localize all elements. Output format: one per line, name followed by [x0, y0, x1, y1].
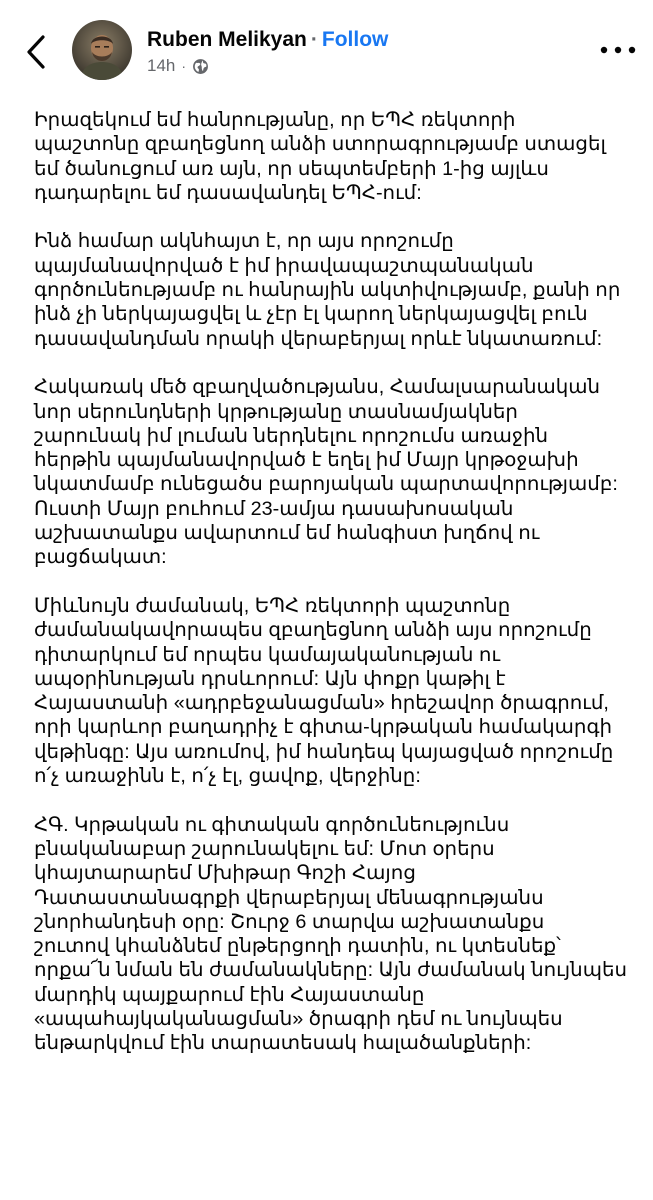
post-body [34, 108, 644, 1080]
post-text-line: «ապահայկականացման» ծրագրի դեմ ու նույնպես [34, 1007, 563, 1030]
post-text-line: Միևնույն ժամանակ, ԵՊՀ ռեկտորի պաշտոնը [34, 594, 511, 617]
chevron-left-icon [25, 34, 47, 70]
post-text-line: ապօրինության դրսևորում: Այն փոքր կաթիլ է [34, 667, 506, 690]
post-text-line: շարունակ իմ լուման ներդնելու որոշումս առաջին [34, 424, 549, 447]
post-text-line: վեթինգը: Այս առումով, իմ հանդեպ կայացված որոշումը [34, 740, 614, 763]
post-text-line: Հայաստանի «ադրբեջանացման» հրեշավոր ծրագրում, [34, 692, 609, 715]
post-text-line: աշխատանքս ավարտում եմ հանգիստ խղճով ու [34, 522, 540, 545]
post-text-line: գործունեությամբ ու հանրային ակտիվությամբ, քանի որ [34, 279, 621, 302]
follow-button[interactable]: Follow [321, 28, 389, 51]
post-text-line: նոր սերունդների կրթությանը տասնամյակներ [34, 400, 518, 423]
post-text-line: որի կարևոր բաղադրիչ է գիտա-կրթական համակարգի [34, 716, 613, 739]
post-text-line: ՀԳ. Կրթական ու գիտական գործունեությունս [34, 813, 510, 836]
post-paragraph [34, 229, 644, 350]
post-text-line: դասավանդման որակի վերաբերյալ որևէ նկատառում: [34, 327, 603, 350]
post-text-line: շնորհանդեսի օրը: Շուրջ 6 տարվա աշխատանքս [34, 910, 545, 933]
post-text-line: պայմանավորված է իմ իրավապաշտպանական [34, 254, 534, 277]
post-text-line: ո՛չ առաջինն է, ո՛չ էլ, ցավոք, վերջինը: [34, 765, 421, 788]
post-text-line: շուտով կհանձնեմ ընթերցողի դատին, ու կտեսնեք՝ [34, 935, 561, 958]
post-paragraph [34, 594, 644, 788]
author-photo [72, 20, 132, 80]
author-line [147, 26, 388, 54]
post-paragraph [34, 108, 644, 205]
post-text-line: Ինձ համար ակնհայտ է, որ այս որոշումը [34, 230, 454, 253]
post-text-line: Հակառակ մեծ զբաղվածությանս, Համալսարանական [34, 376, 601, 399]
post-text-line: ժամանակավորապես զբաղեցնող անձի այս որոշումը [34, 619, 592, 642]
post-meta [147, 56, 209, 76]
post-paragraph [34, 813, 644, 1056]
post-text-line: բնականաբար շարունակելու եմ: Մոտ օրերս [34, 837, 495, 860]
post-text-line: դիտարկում եմ որպես կամայականության ու [34, 643, 501, 666]
post-text-line: Դատաստանագրքի վերաբերյալ մենագրությանս [34, 886, 544, 909]
back-button[interactable] [18, 32, 54, 72]
post-text-line: ենթարկվում էին տարատեսակ հալածանքների: [34, 1032, 532, 1055]
post-text-line: դադարելու եմ դասավանդել ԵՊՀ-ում: [34, 181, 422, 204]
post-text-line: եմ ծանուցում առ այն, որ սեպտեմբերի 1-ից այլևս [34, 157, 549, 180]
author-name[interactable]: Ruben Melikyan [147, 28, 307, 51]
globe-icon [192, 58, 209, 75]
avatar[interactable] [72, 20, 132, 80]
post-paragraph [34, 375, 644, 569]
post-text-line: Ուստի Մայր բուհում 23-ամյա դասախոսական [34, 497, 514, 520]
post-header [0, 0, 653, 100]
post-text-line: կհայտարարեմ Մխիթար Գոշի Հայոց [34, 862, 416, 885]
post-text-line: նկատմամբ ունեցածս բարոյական պարտավորությամբ: [34, 473, 618, 496]
post-text-line: մարդիկ պայքարում էին Հայաստանը [34, 983, 425, 1006]
post-text-line: հերթին պայմանավորված է եղել իմ Մայր կրթօջախի [34, 449, 579, 472]
post-text-line: պաշտոնը զբաղեցնող անձի ստորագրությամբ ստացել [34, 133, 606, 156]
post-text-line: Իրազեկում եմ հանրությանը, որ ԵՊՀ ռեկտորի [34, 109, 516, 131]
post-text-line: որքա՜ն նման են ժամանակները: Այն ժամանակ նույնպես [34, 959, 628, 982]
more-options-button[interactable] [598, 38, 638, 62]
more-options-icon [600, 46, 636, 54]
post-timestamp[interactable]: 14h [147, 56, 176, 75]
post-text-line: ինձ չի ներկայացվել և չէր էլ կարող ներկայացվել բուն [34, 303, 588, 326]
meta-separator: · [181, 58, 187, 74]
post-text-line: բացճակատ: [34, 546, 167, 569]
name-separator: · [310, 28, 318, 51]
